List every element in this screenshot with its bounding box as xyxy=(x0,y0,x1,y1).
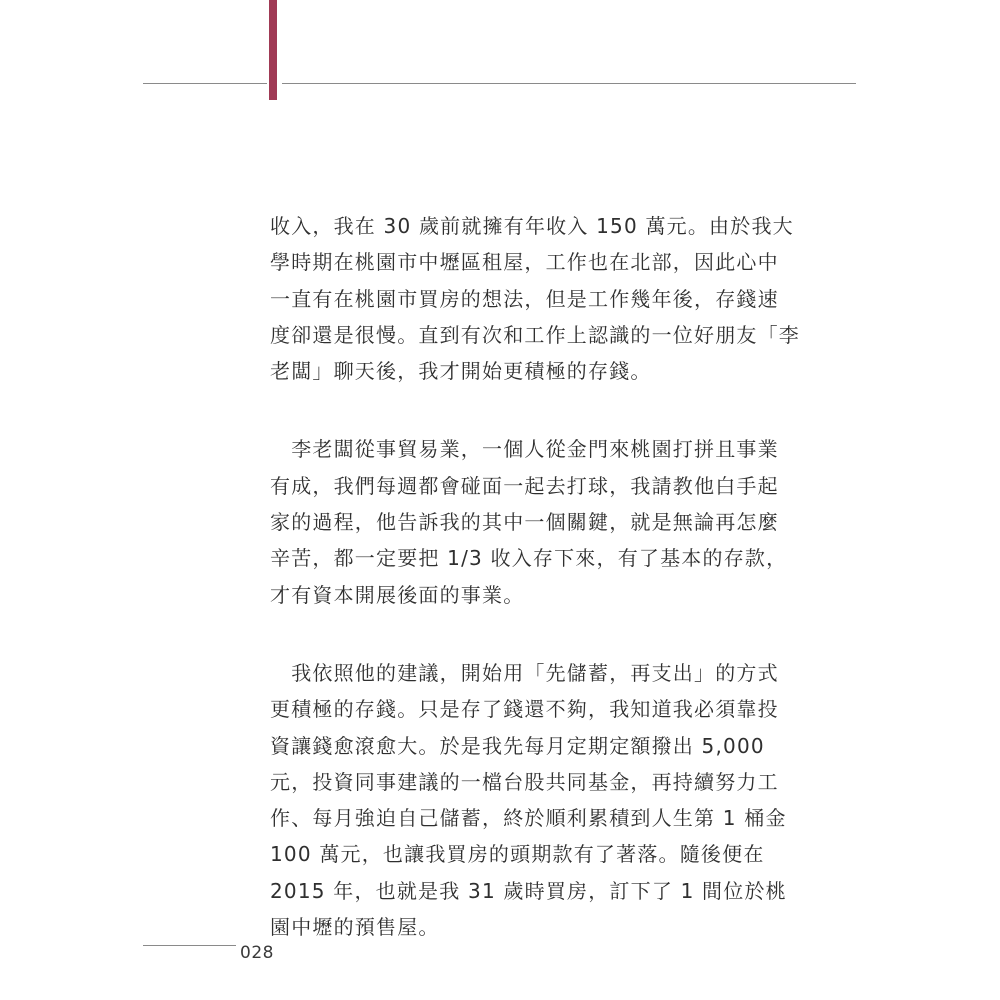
text-line: 100 萬元，也讓我買房的頭期款有了著落。隨後便在 xyxy=(270,842,765,867)
text-line: 李老闆從事貿易業，一個人從金門來桃園打拼且事業 xyxy=(270,437,779,462)
body-text xyxy=(270,208,800,987)
text-line: 元，投資同事建議的一檔台股共同基金，再持續努力工 xyxy=(270,769,779,794)
footer-rule xyxy=(143,945,236,946)
text-line: 收入，我在 30 歲前就擁有年收入 150 萬元。由於我大 xyxy=(270,214,794,238)
text-line: 度卻還是很慢。直到有次和工作上認識的一位好朋友「李 xyxy=(270,322,800,347)
text-line: 家的過程，他告訴我的其中一個關鍵，就是無論再怎麼 xyxy=(270,510,779,535)
text-line: 作、每月強迫自己儲蓄，終於順利累積到人生第 1 桶金 xyxy=(270,806,787,831)
text-line: 學時期在桃園市中壢區租屋，工作也在北部，因此心中 xyxy=(270,250,779,275)
page-number: 028 xyxy=(240,943,274,963)
paragraph-1 xyxy=(270,208,800,389)
text-line: 更積極的存錢。只是存了錢還不夠，我知道我必須靠投 xyxy=(270,697,779,722)
text-line: 有成，我們每週都會碰面一起去打球，我請教他白手起 xyxy=(270,473,779,498)
text-line: 才有資本開展後面的事業。 xyxy=(270,582,525,607)
paragraph-2 xyxy=(270,431,788,612)
text-line: 老闆」聊天後，我才開始更積極的存錢。 xyxy=(270,359,652,384)
text-line: 我依照他的建議，開始用「先儲蓄，再支出」的方式 xyxy=(270,660,779,685)
chapter-accent-bar xyxy=(269,0,277,100)
text-line: 辛苦，都一定要把 1/3 收入存下來，有了基本的存款， xyxy=(270,546,788,571)
header-rule-left xyxy=(143,83,267,84)
text-line: 園中壢的預售屋。 xyxy=(270,915,440,940)
paragraph-3 xyxy=(270,655,787,945)
text-line: 一直有在桃園市買房的想法，但是工作幾年後，存錢速 xyxy=(270,286,779,311)
header-rule-right xyxy=(282,83,856,84)
text-line: 資讓錢愈滾愈大。於是我先每月定期定額撥出 5,000 xyxy=(270,733,765,758)
text-line: 2015 年，也就是我 31 歲時買房，訂下了 1 間位於桃 xyxy=(270,878,787,903)
